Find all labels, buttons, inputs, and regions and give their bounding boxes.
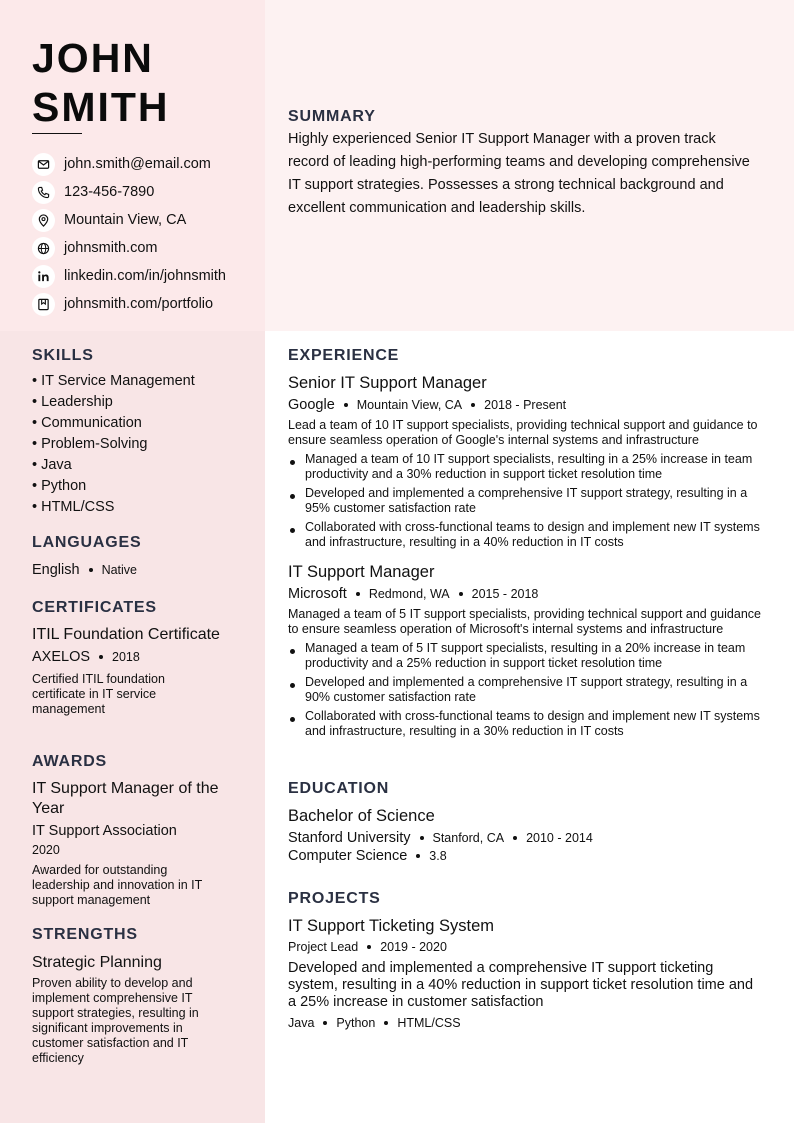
job-meta <box>288 586 766 602</box>
job-company: Microsoft <box>288 586 347 602</box>
education-meta <box>288 830 766 846</box>
certificates-section <box>32 599 242 717</box>
contact-website[interactable] <box>32 234 226 262</box>
certificate-description: Certified ITIL foundation certificate in IT service management <box>32 672 165 716</box>
education-location: Stanford, CA <box>432 831 505 845</box>
location-pin-icon <box>32 209 55 232</box>
skills-title: SKILLS <box>32 347 94 364</box>
contact-website-text: johnsmith.com <box>64 240 158 256</box>
contact-location <box>32 206 226 234</box>
separator-dot <box>356 592 360 596</box>
globe-icon <box>32 237 55 260</box>
candidate-name <box>32 34 170 132</box>
separator-dot <box>471 403 475 407</box>
contact-email-text: john.smith@email.com <box>64 156 211 172</box>
projects-section <box>288 890 766 1030</box>
award-name: IT Support Manager of the Year <box>32 780 219 817</box>
skill-item: • IT Service Management <box>32 373 195 389</box>
project-meta <box>288 940 766 954</box>
job-entry <box>288 562 766 739</box>
contact-email[interactable] <box>32 150 226 178</box>
strength-name: Strategic Planning <box>32 954 162 971</box>
certificate-issuer: AXELOS <box>32 649 91 665</box>
education-degree: Bachelor of Science <box>288 807 435 825</box>
job-bullet: Collaborated with cross-functional teams to design and implement new IT systems and infrastructure, resulting in a 40% reduction in IT costs <box>288 520 766 550</box>
separator-dot <box>416 854 420 858</box>
awards-title: AWARDS <box>32 753 108 770</box>
separator-dot <box>89 568 93 572</box>
separator-dot <box>323 1021 327 1025</box>
job-bullet: Managed a team of 5 IT support specialists, resulting in a 20% increase in team productivity and a 25% reduction in support ticket resolution time <box>288 641 766 671</box>
education-dates: 2010 - 2014 <box>526 831 593 845</box>
first-name: JOHN <box>32 35 154 81</box>
strength-description: Proven ability to develop and implement comprehensive IT support strategies, resulting in significant improvements in customer satisfaction and IT efficiency <box>32 976 199 1065</box>
summary-section <box>288 108 758 220</box>
portfolio-icon <box>32 293 55 316</box>
awards-section <box>32 753 242 908</box>
contact-phone[interactable] <box>32 178 226 206</box>
contact-portfolio[interactable] <box>32 290 226 318</box>
education-school: Stanford University <box>288 830 411 846</box>
skills-section <box>32 347 242 518</box>
job-dates: 2015 - 2018 <box>471 587 539 601</box>
languages-title: LANGUAGES <box>32 534 142 551</box>
award-issuer: IT Support Association <box>32 823 177 839</box>
job-bullet: Developed and implemented a comprehensive IT support strategy, resulting in a 90% customer satisfaction rate <box>288 675 766 705</box>
contact-linkedin[interactable] <box>32 262 226 290</box>
summary-title: SUMMARY <box>288 108 376 125</box>
job-title: Senior IT Support Manager <box>288 374 487 392</box>
education-gpa: 3.8 <box>429 849 447 863</box>
job-bullet: Developed and implemented a comprehensive IT support strategy, resulting in a 95% customer satisfaction rate <box>288 486 766 516</box>
job-description: Lead a team of 10 IT support specialists, providing technical support and guidance to ensure seamless operation of Google's internal systems and infrastructure <box>288 418 758 447</box>
contact-location-text: Mountain View, CA <box>64 212 187 228</box>
job-bullet: Managed a team of 10 IT support specialists, resulting in a 25% increase in team productivity and a 30% reduction in support ticket resolution time <box>288 452 766 482</box>
language-level: Native <box>101 562 137 577</box>
strengths-section <box>32 926 242 1066</box>
email-icon <box>32 153 55 176</box>
experience-title: EXPERIENCE <box>288 347 400 364</box>
certificate-year: 2018 <box>112 649 140 664</box>
phone-icon <box>32 181 55 204</box>
contact-phone-text: 123-456-7890 <box>64 184 155 200</box>
last-name: SMITH <box>32 84 170 130</box>
skills-list <box>32 371 242 518</box>
job-bullets <box>288 452 766 550</box>
skill-item: • Python <box>32 478 87 494</box>
separator-dot <box>459 592 463 596</box>
project-tech <box>288 1016 766 1030</box>
name-divider <box>32 133 82 134</box>
contact-list <box>32 150 226 318</box>
project-description: Developed and implemented a comprehensive IT support ticketing system, resulting in a 40% reduction in support ticket resolution time and a 25% increase in customer satisfaction <box>288 960 754 1010</box>
project-tech-item: Java <box>288 1016 315 1030</box>
project-tech-item: Python <box>336 1016 376 1030</box>
project-dates: 2019 - 2020 <box>380 940 447 954</box>
experience-section <box>288 347 766 743</box>
separator-dot <box>513 836 517 840</box>
education-field: Computer Science <box>288 848 408 864</box>
award-year: 2020 <box>32 843 60 857</box>
job-location: Mountain View, CA <box>356 398 463 412</box>
skill-item: • Problem-Solving <box>32 436 148 452</box>
project-role: Project Lead <box>288 940 359 954</box>
contact-linkedin-text: linkedin.com/in/johnsmith <box>64 268 226 284</box>
contact-portfolio-text: johnsmith.com/portfolio <box>64 296 214 312</box>
certificate-meta <box>32 647 242 667</box>
job-meta <box>288 397 766 413</box>
summary-text: Highly experienced Senior IT Support Manager with a proven track record of leading high-performing teams and developing comprehensive IT support strategies. Possesses a strong technical background and excellent communication and leadership skills. <box>288 131 750 216</box>
job-company: Google <box>288 397 335 413</box>
project-name: IT Support Ticketing System <box>288 917 495 935</box>
languages-section <box>32 534 242 580</box>
job-location: Redmond, WA <box>368 587 450 601</box>
separator-dot <box>344 403 348 407</box>
certificates-title: CERTIFICATES <box>32 599 157 616</box>
strengths-title: STRENGTHS <box>32 926 138 943</box>
project-tech-item: HTML/CSS <box>397 1016 461 1030</box>
job-description: Managed a team of 5 IT support specialists, providing technical support and guidance to ensure seamless operation of Microsoft's internal systems and infrastructure <box>288 607 761 636</box>
job-entry <box>288 373 766 550</box>
separator-dot <box>367 945 371 949</box>
projects-title: PROJECTS <box>288 890 381 907</box>
skill-item: • HTML/CSS <box>32 499 115 515</box>
job-bullet: Collaborated with cross-functional teams to design and implement new IT systems and infrastructure, resulting in a 30% reduction in IT costs <box>288 709 766 739</box>
linkedin-icon <box>32 265 55 288</box>
separator-dot <box>99 655 103 659</box>
education-field-row <box>288 848 766 864</box>
skill-item: • Java <box>32 457 72 473</box>
language-item <box>32 560 242 580</box>
certificate-name: ITIL Foundation Certificate <box>32 626 220 643</box>
separator-dot <box>420 836 424 840</box>
job-bullets <box>288 641 766 739</box>
education-section <box>288 780 766 864</box>
language-name: English <box>32 562 80 578</box>
job-dates: 2018 - Present <box>484 398 567 412</box>
education-title: EDUCATION <box>288 780 390 797</box>
skill-item: • Leadership <box>32 394 113 410</box>
job-title: IT Support Manager <box>288 563 435 581</box>
separator-dot <box>384 1021 388 1025</box>
award-description: Awarded for outstanding leadership and innovation in IT support management <box>32 863 203 907</box>
skill-item: • Communication <box>32 415 142 431</box>
